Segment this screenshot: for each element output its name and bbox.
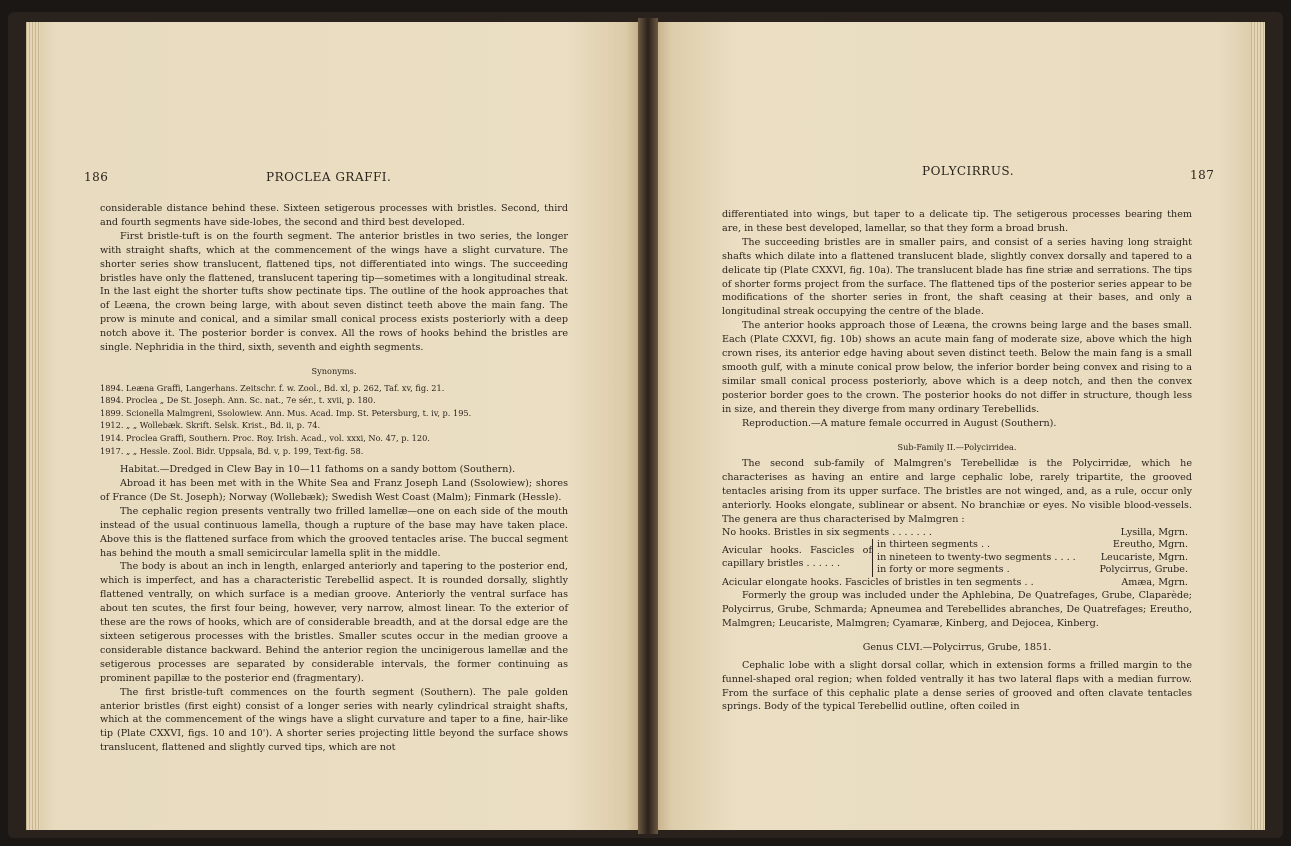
page-edges — [26, 22, 40, 830]
book-gutter — [638, 18, 658, 834]
synonyms-heading: Synonyms. — [311, 365, 357, 376]
key-row — [722, 527, 1192, 540]
paragraph: Formerly the group was included under the Aphlebina, De Quatrefages, Grube, Claparède; Polycirrus, Grube, Schmarda; Apneumea and Terebellides abranches, De Quatrefages; Ereutho, Malmgren; Leucariste, Malmgren; Cyamaræ, Kinberg, and Dejocea, Kinberg. — [722, 590, 1192, 629]
key-genus: Lysilla, Mgrn. — [1120, 526, 1188, 538]
right-text-body — [722, 208, 1192, 714]
book-spread — [8, 12, 1283, 838]
subfamily-heading: Sub-Family II.—Polycirridea. — [897, 441, 1017, 452]
key-subcondition: in nineteen to twenty-two segments . . . . — [873, 552, 1093, 565]
paragraph: The anterior hooks approach those of Leæna, the crowns being large and the bases small. Each (Plate CXXVI, fig. 10b) shows an acute main fang of moderate size, above which the high crown rises, its anterior edge having about seven distinct teeth. Below the main fang is a small smooth gulf, with a minute conical prow below, the inferior border being convex and rising to a similar small conical process posteriorly, above which is a deep notch, and then the convex posterior border goes to the crown. The posterior hooks do not differ in structure, though less in size, and therein they diverge from many ordinary Terebellids. — [722, 320, 1192, 415]
key-genus: Ereutho, Mgrn. — [1112, 539, 1188, 551]
paragraph: The first bristle-tuft commences on the fourth segment (Southern). The pale golden anterior bristles (first eight) consist of a longer series with nearly cylindrical straight shafts, which at the commencement of the wings have a slight curvature and taper to a fine, hair-like tip (Plate CXXVI, figs. 10 and 10'). A shorter series projecting little beyond the surface shows translucent, flattened and slightly curved tips, which are not — [100, 686, 568, 754]
key-subcondition: in forty or more segments . — [873, 564, 1093, 577]
paragraph: The cephalic region presents ventrally two frilled lamellæ—one on each side of the mouth instead of the usual continuous lamella, though a rupture of the base may have taken place. Above this is the flattened surface from which the grooved tentacles arise. The buccal segment has behind the mouth a small semicircular lamella split in the middle. — [100, 505, 568, 559]
synonym-entry: 1894. Proclea „ De St. Joseph. Ann. Sc. nat., 7e sér., t. xvii, p. 180. — [100, 395, 376, 406]
synonym-entry: 1899. Scionella Malmgreni, Ssolowiew. Ann. Mus. Acad. Imp. St. Petersburg, t. iv, p. 195. — [100, 407, 472, 418]
synonym-entry: 1894. Leæna Graffi, Langerhans. Zeitschr. f. w. Zool., Bd. xl, p. 262, Taf. xv, fig. 21. — [100, 382, 445, 393]
paragraph: Cephalic lobe with a slight dorsal collar, which in extension forms a frilled margin to the funnel-shaped oral region; when folded ventrally it has two lateral flaps with a median furrow. From the surface of this cephalic plate a dense series of grooved and often clavate tentacles springs. Body of the typical Terebellid outline, often coiled in — [722, 659, 1192, 713]
key-row — [722, 577, 1192, 590]
key-genus: Polycirrus, Grube. — [1099, 564, 1188, 576]
synonym-entry: 1912. „ „ Wollebæk. Skrift. Selsk. Krist., Bd. ii, p. 74. — [100, 420, 321, 431]
page-number: 187 — [1190, 168, 1215, 182]
running-head: PROCLEA GRAFFI. — [266, 170, 392, 184]
paragraph: Reproduction.—A mature female occurred in August (Southern). — [742, 417, 1057, 429]
key-genus: Leucariste, Mgrn. — [1100, 551, 1188, 563]
paragraph: Abroad it has been met with in the White Sea and Franz Joseph Land (Ssolowiew); shores of France (De St. Joseph); Norway (Wollebæk); Swedish West Coast (Malm); Finmark (Hessle). — [100, 478, 568, 503]
key-description: Acicular elongate hooks. Fascicles of bristles in ten segments . . — [722, 576, 1034, 588]
key-description: Avicular hooks. Fascicles of capillary bristles . . . . . . — [722, 545, 872, 569]
genera-key-table — [722, 527, 1192, 590]
genus-heading: Genus CLVI.—Polycirrus, Grube, 1851. — [862, 641, 1052, 653]
key-subcondition: in thirteen segments . . — [873, 539, 1093, 552]
synonym-entry: 1914. Proclea Graffi, Southern. Proc. Roy. Irish. Acad., vol. xxxi, No. 47, p. 120. — [100, 432, 430, 443]
synonym-entry: 1917. „ „ Hessle. Zool. Bidr. Uppsala, Bd. v, p. 199, Text-fig. 58. — [100, 445, 364, 456]
page-edges — [1251, 22, 1265, 830]
running-head: POLYCIRRUS. — [922, 164, 1015, 178]
paragraph: considerable distance behind these. Sixteen setigerous processes with bristles. Second, third and fourth segments have side-lobes, the second and third best developed. — [100, 203, 568, 228]
paragraph: The body is about an inch in length, enlarged anteriorly and tapering to the posterior end, which is imperfect, and has a characteristic Terebellid aspect. It is rounded dorsally, slightly flattened ventrally, on which surface is a median groove. Anteriorly the ventral surface has about ten scutes, the first four being, however, very narrow, almost linear. To the exterior of these are the rows of hooks, which are of considerable breadth, and at the dorsal edge are the sixteen setigerous processes with the bristles. Smaller scutes occur in the median groove a considerable distance backward. Behind the anterior region the uncinigerous lamellæ and the setigerous processes are separated by considerable intervals, the former continuing as prominent papillæ to the posterior end (fragmentary). — [100, 561, 568, 684]
paragraph: First bristle-tuft is on the fourth segment. The anterior bristles in two series, the longer with straight shafts, which at the commencement of the wings have a slight curvature. The shorter series show translucent, flattened tips, not differentiated into wings. The succeeding bristles have only the flattened, translucent tapering tip—sometimes with a longitudinal streak. In the last eight the shorter tufts show pectinate tips. The outline of the hook approaches that of Leæna, the crown being large, with about seven distinct teeth above the main fang. The prow is minute and conical, and a similar small conical process exists posteriorly with a deep notch above it. The posterior border is convex. All the rows of hooks behind the bristles are single. Nephridia in the third, sixth, seventh and eighth segments. — [100, 230, 568, 354]
key-row — [722, 539, 1192, 552]
key-genus: Amæa, Mgrn. — [1121, 576, 1188, 588]
paragraph: The succeeding bristles are in smaller pairs, and consist of a series having long straight shafts which dilate into a flattened translucent blade, slightly convex dorsally and tapered to a delicate tip (Plate CXXVI, fig. 10a). The translucent blade has fine striæ and serrations. The tips of shorter forms project from the surface. The flattened tips of the posterior series appear to be modifications of the shorter series in front, the shaft ceasing at their bases, and only a longitudinal streak occupying the centre of the blade. — [722, 236, 1192, 318]
paragraph: differentiated into wings, but taper to a delicate tip. The setigerous processes bearing them are, in these best developed, lamellar, so that they form a broad brush. — [722, 209, 1192, 234]
left-text-body — [100, 202, 568, 755]
paragraph: The second sub-family of Malmgren's Terebellidæ is the Polycirridæ, which he characterises as having an entire and large cephalic lobe, rarely tripartite, the grooved tentacles arising from its upper surface. The bristles are not winged, and, as a rule, occur only anteriorly. Hooks elongate, sublinear or absent. No branchiæ or eyes. No visible blood-vessels. The genera are thus characterised by Malmgren : — [722, 458, 1192, 525]
left-page — [26, 22, 638, 830]
paragraph: Habitat.—Dredged in Clew Bay in 10—11 fathoms on a sandy bottom (Southern). — [120, 464, 516, 476]
right-page — [658, 22, 1265, 830]
key-description: No hooks. Bristles in six segments . . . . . . . — [722, 526, 932, 538]
page-number: 186 — [84, 170, 109, 184]
